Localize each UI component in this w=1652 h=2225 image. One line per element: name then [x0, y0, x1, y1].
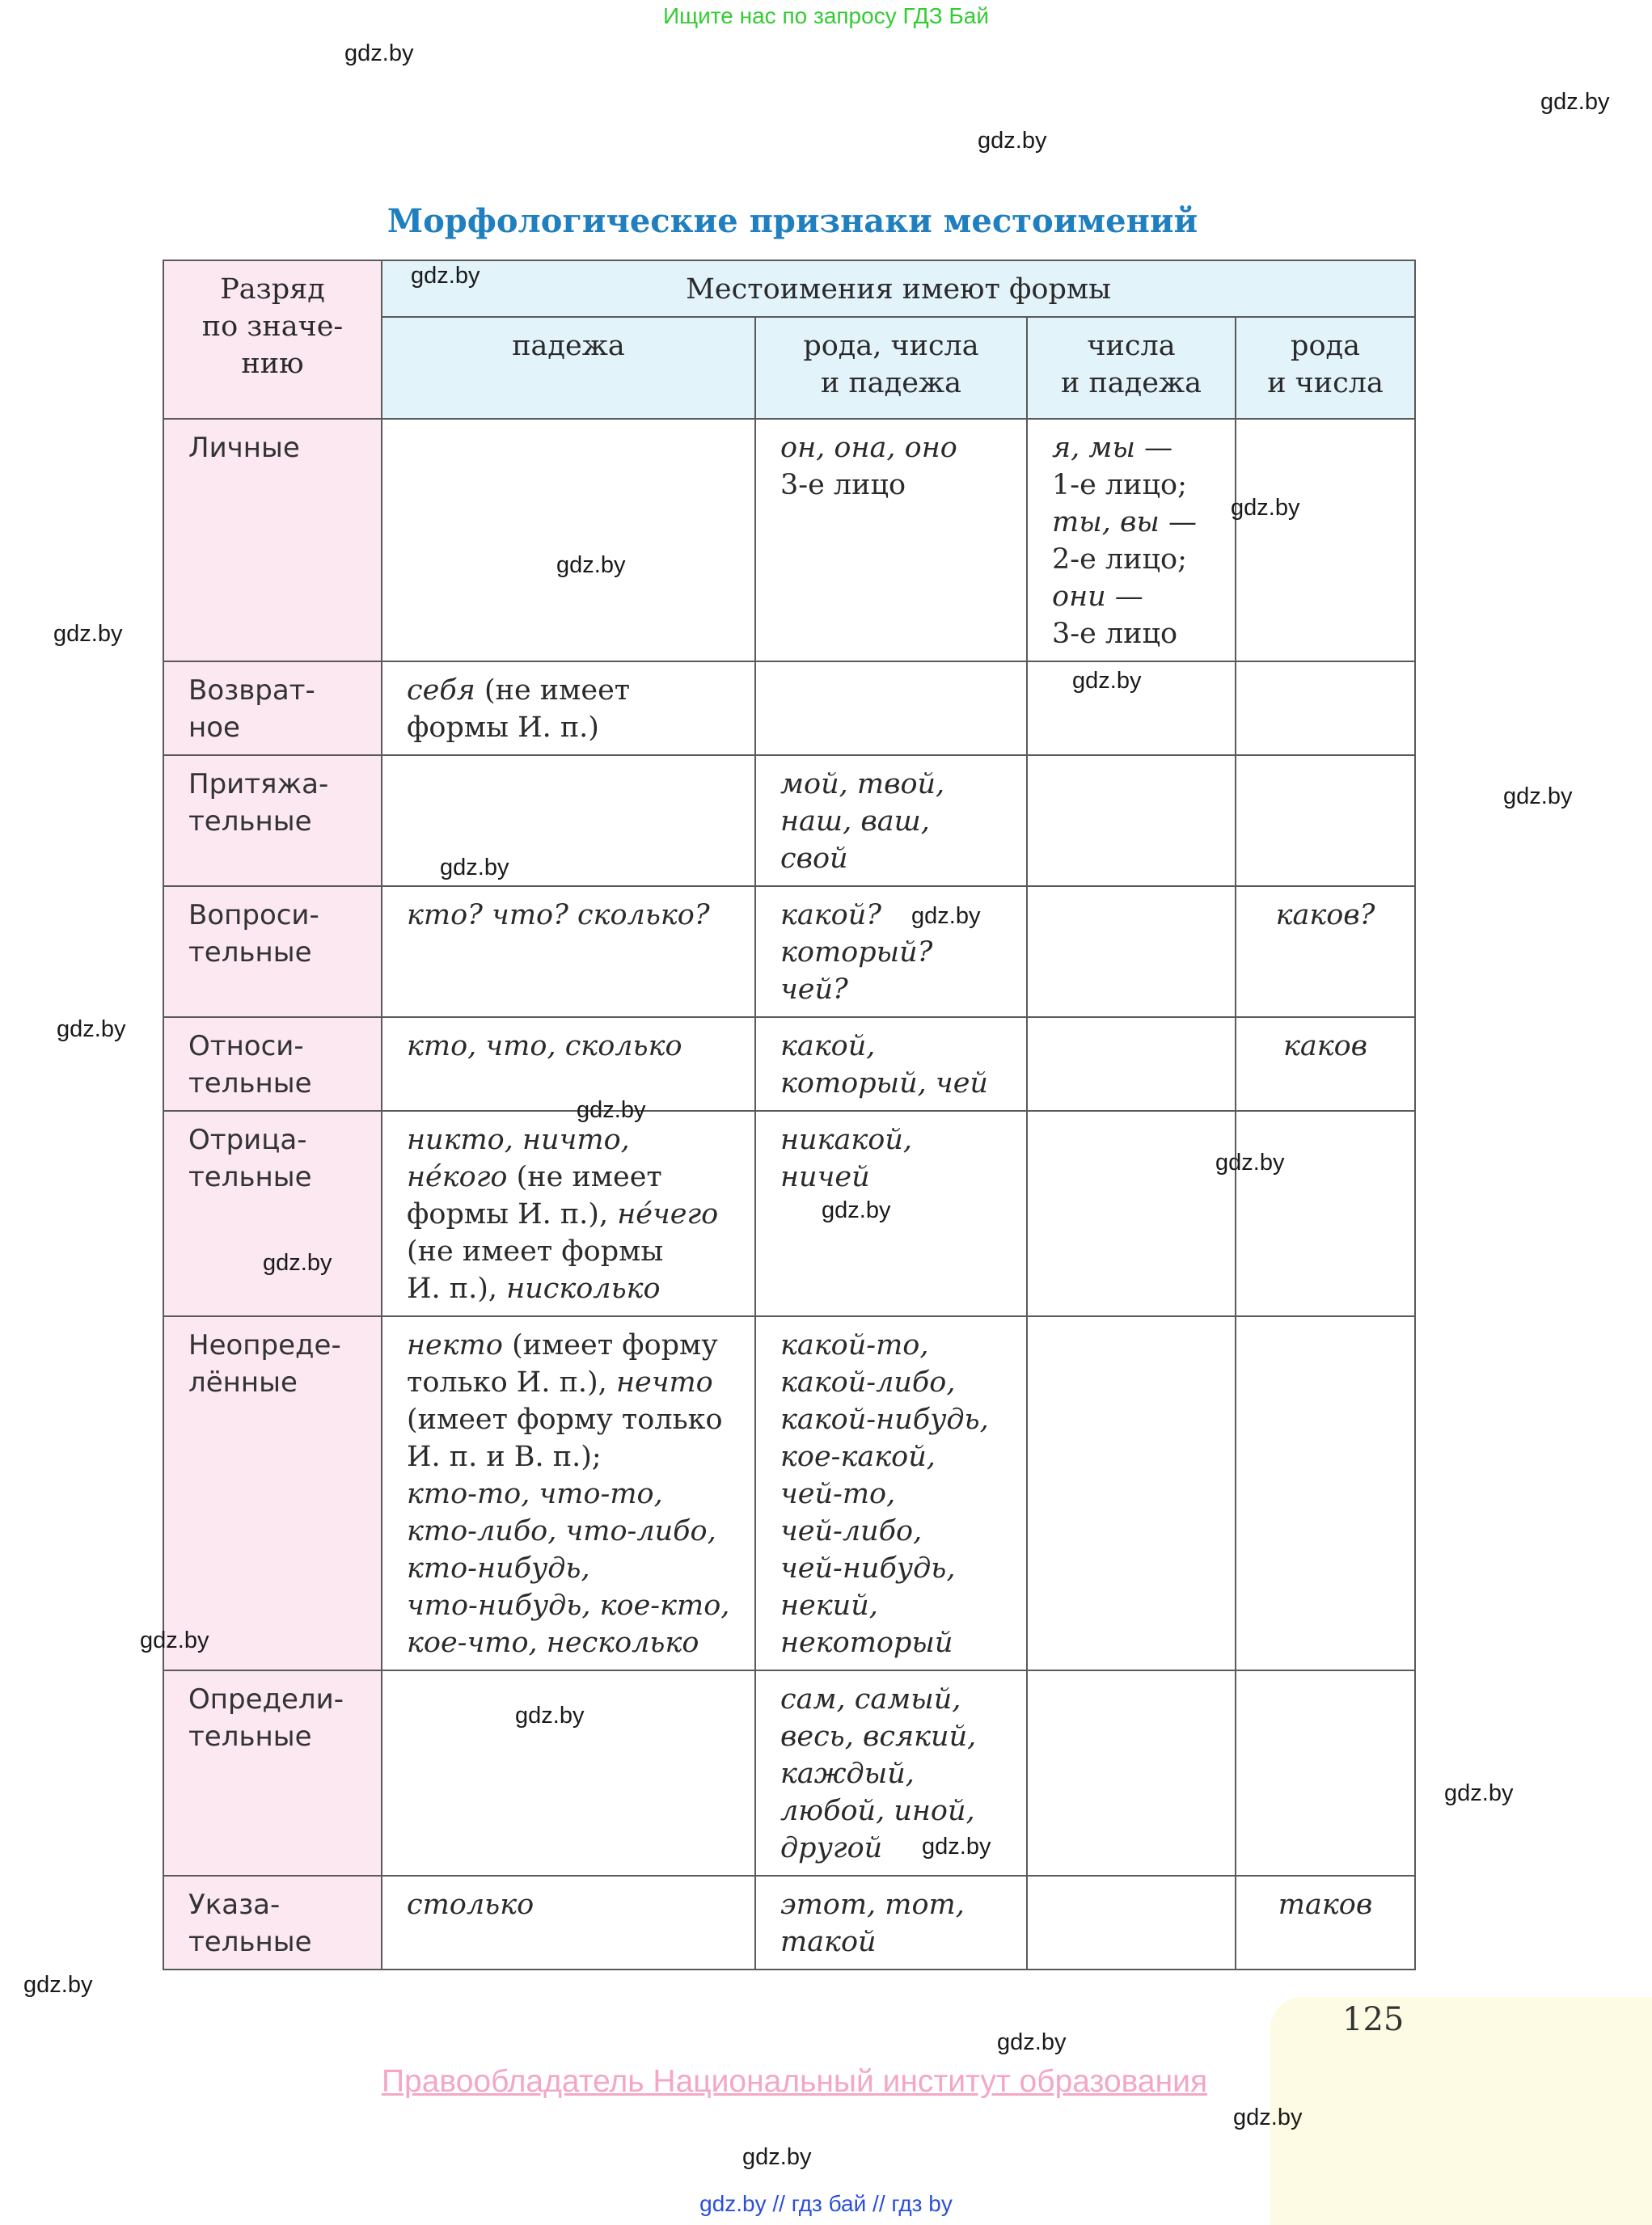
watermark: gdz.by — [911, 903, 981, 929]
top-banner[interactable]: Ищите нас по запросу ГДЗ Бай — [662, 3, 990, 28]
table-row — [163, 1111, 1415, 1316]
cell-padezha: кто? что? сколько? — [382, 886, 755, 1017]
cell-padezha: никто, ничто, не́кого (не имеет формы И. п.), не́чего (не имеет формы И. п.), нисколько — [382, 1111, 755, 1316]
cell-padezha — [382, 1670, 755, 1876]
watermark: gdz.by — [1503, 783, 1573, 809]
watermark: gdz.by — [742, 2144, 812, 2170]
cell-padezha — [382, 755, 755, 886]
cell-chislo-padezh — [1027, 1876, 1236, 1970]
watermark: gdz.by — [53, 621, 123, 647]
cell-rod-chislo-padezh: никакой, ничей — [755, 1111, 1027, 1316]
watermark: gdz.by — [1444, 1780, 1514, 1806]
table-row — [163, 1876, 1415, 1970]
subheader-gender-number: рода и числа — [1236, 317, 1415, 419]
cell-rod-chislo — [1236, 1111, 1415, 1316]
watermark: gdz.by — [1540, 89, 1610, 115]
row-category: Указа- тельные — [163, 1876, 382, 1970]
subheader-number-case: числа и падежа — [1027, 317, 1236, 419]
cell-chislo-padezh — [1027, 1017, 1236, 1111]
cell-rod-chislo — [1236, 1670, 1415, 1876]
watermark: gdz.by — [556, 552, 626, 578]
watermark: gdz.by — [1072, 668, 1142, 694]
table-row — [163, 755, 1415, 886]
watermark: gdz.by — [822, 1197, 891, 1223]
page-number: 125 — [1342, 2001, 1405, 2038]
row-category: Притяжа- тельные — [163, 755, 382, 886]
cell-chislo-padezh — [1027, 1316, 1236, 1670]
row-category: Определи- тельные — [163, 1670, 382, 1876]
page-title: Морфологические признаки местоимений — [387, 202, 1198, 240]
cell-rod-chislo-padezh: какой? который? чей? — [755, 886, 1027, 1017]
cell-rod-chislo: таков — [1236, 1876, 1415, 1970]
row-category: Отрица- тельные — [163, 1111, 382, 1316]
cell-rod-chislo-padezh: какой-то, какой-либо, какой-нибудь, кое-какой, чей-то, чей-либо, чей-нибудь, некий, некоторый — [755, 1316, 1027, 1670]
watermark: gdz.by — [1233, 2105, 1303, 2130]
cell-rod-chislo — [1236, 661, 1415, 755]
subheader-gender-number-case: рода, числа и падежа — [755, 317, 1027, 419]
cell-rod-chislo-padezh: мой, твой, наш, ваш, свой — [755, 755, 1027, 886]
cell-rod-chislo: каков — [1236, 1017, 1415, 1111]
watermark: gdz.by — [1231, 495, 1300, 521]
row-category: Вопроси- тельные — [163, 886, 382, 1017]
watermark: gdz.by — [344, 40, 414, 66]
copyright-link[interactable]: Правообладатель Национальный институт образования — [382, 2064, 1208, 2099]
table-row — [163, 419, 1415, 661]
forms-header: Местоимения имеют формы — [382, 260, 1415, 317]
cell-chislo-padezh — [1027, 1111, 1236, 1316]
cell-rod-chislo-padezh: какой, который, чей — [755, 1017, 1027, 1111]
category-header: Разряд по значе- нию — [163, 260, 382, 419]
cell-rod-chislo — [1236, 755, 1415, 886]
cell-rod-chislo-padezh — [755, 661, 1027, 755]
cell-chislo-padezh — [1027, 1670, 1236, 1876]
table-row — [163, 886, 1415, 1017]
pronoun-table — [163, 260, 1416, 1970]
subheader-case: падежа — [382, 317, 755, 419]
cell-rod-chislo — [1236, 1316, 1415, 1670]
watermark: gdz.by — [515, 1703, 585, 1729]
cell-rod-chislo-padezh: сам, самый, весь, всякий, каждый, любой, иной, другой — [755, 1670, 1027, 1876]
table-row — [163, 1670, 1415, 1876]
watermark: gdz.by — [57, 1016, 126, 1042]
cell-rod-chislo — [1236, 419, 1415, 661]
cell-padezha — [382, 419, 755, 661]
watermark: gdz.by — [411, 263, 480, 289]
watermark: gdz.by — [140, 1628, 209, 1653]
footer-links[interactable]: gdz.by // гдз бай // гдз by — [699, 2191, 953, 2216]
watermark: gdz.by — [23, 1972, 93, 1998]
watermark: gdz.by — [997, 2029, 1067, 2055]
watermark: gdz.by — [922, 1834, 991, 1860]
row-category: Личные — [163, 419, 382, 661]
table-row — [163, 1316, 1415, 1670]
row-category: Относи- тельные — [163, 1017, 382, 1111]
cell-padezha: некто (имеет форму только И. п.), нечто (имеет форму только И. п. и В. п.); кто-то, что-то, кто-либо, что-либо, кто-нибудь, что-нибудь, кое-кто, кое-что, несколько — [382, 1316, 755, 1670]
watermark: gdz.by — [1215, 1150, 1285, 1176]
cell-chislo-padezh — [1027, 755, 1236, 886]
table-row — [163, 1017, 1415, 1111]
watermark: gdz.by — [577, 1097, 646, 1123]
cell-chislo-padezh — [1027, 886, 1236, 1017]
cell-rod-chislo-padezh: он, она, оно 3-е лицо — [755, 419, 1027, 661]
watermark: gdz.by — [263, 1250, 332, 1276]
cell-padezha: себя (не имеет формы И. п.) — [382, 661, 755, 755]
cell-padezha: кто, что, сколько — [382, 1017, 755, 1111]
watermark: gdz.by — [440, 855, 509, 880]
table-row — [163, 661, 1415, 755]
cell-rod-chislo: каков? — [1236, 886, 1415, 1017]
cell-padezha: столько — [382, 1876, 755, 1970]
table-body — [163, 419, 1415, 1970]
watermark: gdz.by — [978, 128, 1047, 154]
cell-chislo-padezh: я, мы — 1-е лицо; ты, вы — 2-е лицо; они — 3-е лицо — [1027, 419, 1236, 661]
row-category: Неопреде- лённые — [163, 1316, 382, 1670]
row-category: Возврат- ное — [163, 661, 382, 755]
cell-rod-chislo-padezh: этот, тот, такой — [755, 1876, 1027, 1970]
